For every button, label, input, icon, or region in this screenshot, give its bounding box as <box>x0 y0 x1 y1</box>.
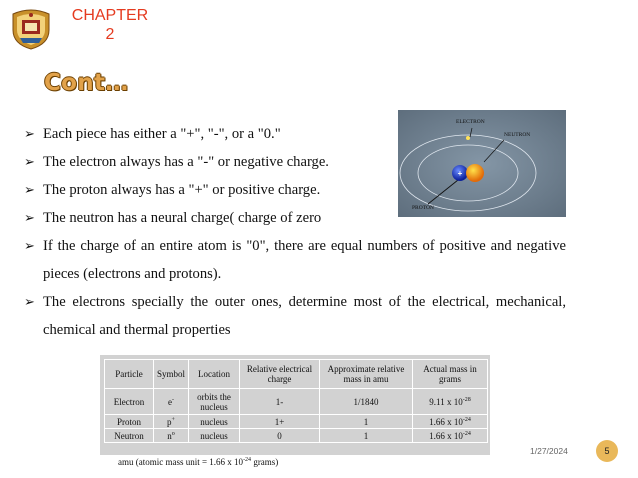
arrow-bullet-icon: ➢ <box>24 182 35 197</box>
table-cell <box>154 389 189 415</box>
particle-table <box>104 359 488 443</box>
arrow-bullet-icon: ➢ <box>24 294 35 309</box>
table-cell <box>413 415 488 429</box>
neutron-label: NEUTRON <box>504 132 531 138</box>
column-header: Relative electrical charge <box>240 360 320 389</box>
table-row <box>105 415 488 429</box>
bullet-item <box>24 148 383 176</box>
arrow-bullet-icon: ➢ <box>24 154 35 169</box>
footnote-exponent: -24 <box>243 457 252 463</box>
mass-base: 9.11 x 10 <box>429 396 463 407</box>
bullet-item <box>24 120 383 148</box>
table-cell: 1 <box>320 429 413 443</box>
bullet-text: Each piece has either a "+", "-", or a "0." <box>43 126 281 142</box>
bullet-text: The neutron has a neural charge( charge of zero <box>43 210 322 226</box>
page-number-badge <box>596 440 618 462</box>
page-number: 5 <box>604 446 610 456</box>
symbol-base: n <box>167 430 172 441</box>
proton-sign: + <box>457 169 463 178</box>
particle-table-panel <box>100 355 490 455</box>
electron-label: ELECTRON <box>456 119 485 125</box>
bullet-text: The proton always has a "+" or positive charge. <box>43 182 321 198</box>
mass-exponent: -24 <box>462 430 471 437</box>
table-cell: nucleus <box>189 429 240 443</box>
mass-base: 1.66 x 10 <box>429 416 463 427</box>
table-cell: Electron <box>105 389 154 415</box>
slide-date: 1/27/2024 <box>530 446 568 456</box>
table-header-row <box>105 360 488 389</box>
bullet-item <box>24 288 566 344</box>
table-cell <box>413 389 488 415</box>
amu-footnote <box>118 457 278 467</box>
symbol-superscript: o <box>171 430 175 437</box>
arrow-bullet-icon: ➢ <box>24 126 35 141</box>
footnote-text-end: grams) <box>251 457 279 467</box>
mass-exponent: -24 <box>462 416 471 423</box>
proton-label: PROTON <box>412 205 434 211</box>
chapter-number: 2 <box>105 26 115 43</box>
slide-title: Cont… <box>44 70 129 96</box>
table-cell: 1/1840 <box>320 389 413 415</box>
arrow-bullet-icon: ➢ <box>24 210 35 225</box>
mass-exponent: -28 <box>462 396 471 403</box>
column-header: Symbol <box>154 360 189 389</box>
table-cell: 1+ <box>240 415 320 429</box>
symbol-base: e <box>168 396 172 407</box>
column-header: Approximate relative mass in amu <box>320 360 413 389</box>
symbol-superscript: - <box>172 396 174 403</box>
column-header: Actual mass in grams <box>413 360 488 389</box>
table-row <box>105 429 488 443</box>
table-row <box>105 389 488 415</box>
footnote-text: amu (atomic mass unit = 1.66 x 10 <box>118 457 244 467</box>
table-cell <box>154 429 189 443</box>
chapter-label <box>66 6 154 44</box>
bullet-item <box>24 204 383 232</box>
bullet-item <box>24 232 566 288</box>
table-cell: Neutron <box>105 429 154 443</box>
table-cell: 0 <box>240 429 320 443</box>
table-cell: Proton <box>105 415 154 429</box>
symbol-superscript: + <box>171 416 175 423</box>
table-cell: 1- <box>240 389 320 415</box>
bullet-list <box>24 120 566 344</box>
bullet-text: The electron always has a "-" or negative charge. <box>43 154 329 170</box>
column-header: Location <box>189 360 240 389</box>
symbol-base: p <box>167 416 172 427</box>
column-header: Particle <box>105 360 154 389</box>
university-logo <box>8 6 54 50</box>
bullet-text: If the charge of an entire atom is "0", there are equal numbers of positive and negative pieces (electrons and protons). <box>43 238 566 282</box>
mass-base: 1.66 x 10 <box>429 430 463 441</box>
bullet-item <box>24 176 383 204</box>
bullet-text: The electrons specially the outer ones, determine most of the electrical, mechanical, chemical and thermal properties <box>43 294 566 338</box>
table-cell: 1 <box>320 415 413 429</box>
arrow-bullet-icon: ➢ <box>24 238 35 253</box>
table-cell: orbits the nucleus <box>189 389 240 415</box>
table-cell <box>413 429 488 443</box>
table-cell: nucleus <box>189 415 240 429</box>
table-cell <box>154 415 189 429</box>
chapter-label-line1: CHAPTER <box>71 7 149 24</box>
